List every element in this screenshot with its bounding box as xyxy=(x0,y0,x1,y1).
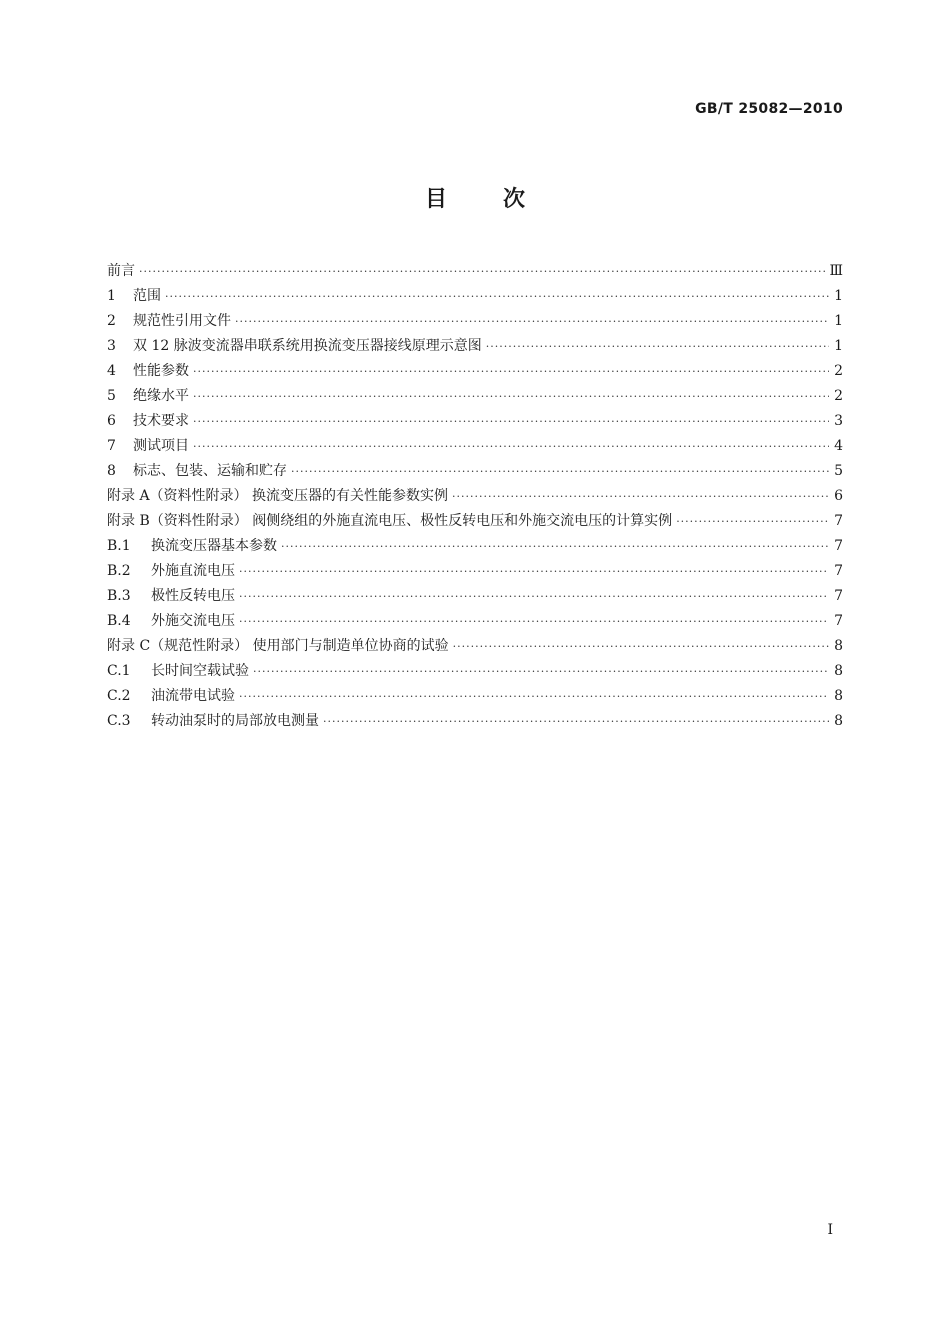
toc-leader-dots xyxy=(239,559,829,584)
toc-leader-dots xyxy=(239,609,829,634)
title-char-2: 次 xyxy=(503,187,526,212)
toc-entry-page: 7 xyxy=(834,538,843,554)
toc-entry[interactable] xyxy=(107,634,843,659)
toc-entry-number: B.1 xyxy=(107,538,131,554)
toc-leader-dots xyxy=(323,709,829,734)
toc-entry-label xyxy=(107,284,161,309)
toc-entry-page: 7 xyxy=(834,563,843,579)
toc-entry[interactable] xyxy=(107,584,843,609)
toc-entry[interactable] xyxy=(107,434,843,459)
toc-entry-title: 标志、包装、运输和贮存 xyxy=(133,463,287,479)
toc-entry-title: 规范性引用文件 xyxy=(133,313,231,329)
toc-entry[interactable] xyxy=(107,334,843,359)
toc-entry-number: B.2 xyxy=(107,563,131,579)
toc-entry-title: 外施直流电压 xyxy=(151,563,235,579)
toc-entry-title: 附录 A（资料性附录） 换流变压器的有关性能参数实例 xyxy=(107,488,449,504)
toc-leader-dots xyxy=(281,534,829,559)
toc-entry-page: 1 xyxy=(834,288,843,304)
toc-entry-label xyxy=(107,259,135,284)
toc-entry[interactable] xyxy=(107,684,843,709)
toc-entry-label xyxy=(107,634,449,659)
toc-entry-title: 附录 B（资料性附录） 阀侧绕组的外施直流电压、极性反转电压和外施交流电压的计算实例 xyxy=(107,513,673,529)
toc-entry-page: 8 xyxy=(834,688,843,704)
toc-leader-dots xyxy=(193,359,829,384)
toc-entry-title: 油流带电试验 xyxy=(151,688,235,704)
toc-entry[interactable] xyxy=(107,384,843,409)
toc-entry-label xyxy=(107,334,482,359)
toc-leader-dots xyxy=(239,584,829,609)
toc-entry-page: 6 xyxy=(834,488,843,504)
toc-leader-dots xyxy=(486,334,829,359)
toc-entry-label xyxy=(107,384,189,409)
toc-entry-label xyxy=(107,609,235,634)
toc-leader-dots xyxy=(193,384,829,409)
toc-entry-page: 7 xyxy=(834,588,843,604)
standard-code: GB/T 25082—2010 xyxy=(695,101,843,117)
toc-entry-page: 7 xyxy=(834,513,843,529)
toc-entry-label xyxy=(107,684,235,709)
toc-entry-number: C.2 xyxy=(107,688,131,704)
toc-entry-label xyxy=(107,559,235,584)
toc-entry-label xyxy=(107,409,189,434)
toc-entry-page: 3 xyxy=(834,413,843,429)
toc-entry[interactable] xyxy=(107,709,843,734)
toc-entry[interactable] xyxy=(107,559,843,584)
toc-entry-page: 4 xyxy=(834,438,843,454)
toc-entry-page: 1 xyxy=(834,313,843,329)
toc-leader-dots xyxy=(165,284,829,309)
toc-entry-number: 6 xyxy=(107,413,116,429)
toc-entry[interactable] xyxy=(107,459,843,484)
page-folio: I xyxy=(827,1222,833,1238)
toc-entry-page: 5 xyxy=(834,463,843,479)
toc-entry-page: 8 xyxy=(834,638,843,654)
toc-entry[interactable] xyxy=(107,409,843,434)
toc-entry-label xyxy=(107,534,277,559)
toc-entry-page: 1 xyxy=(834,338,843,354)
toc-entry-title: 技术要求 xyxy=(133,413,189,429)
toc-entry[interactable] xyxy=(107,534,843,559)
toc-entry[interactable] xyxy=(107,284,843,309)
toc-entry-number: B.3 xyxy=(107,588,131,604)
toc-entry-title: 测试项目 xyxy=(133,438,189,454)
toc-entry-number: C.3 xyxy=(107,713,131,729)
toc-entry[interactable] xyxy=(107,359,843,384)
toc-entry-title: 外施交流电压 xyxy=(151,613,235,629)
toc-entry[interactable] xyxy=(107,309,843,334)
toc-entry-page: 2 xyxy=(834,363,843,379)
toc-entry-page: 8 xyxy=(834,663,843,679)
toc-entry-label xyxy=(107,509,672,534)
toc-entry[interactable] xyxy=(107,609,843,634)
toc-entry[interactable] xyxy=(107,484,843,509)
toc-leader-dots xyxy=(139,259,825,284)
toc-entry-label xyxy=(107,459,287,484)
toc-leader-dots xyxy=(676,509,829,534)
toc-entry-title: 绝缘水平 xyxy=(133,388,189,404)
toc-leader-dots xyxy=(235,309,829,334)
toc-entry-title: 长时间空载试验 xyxy=(151,663,249,679)
toc-entry-number: 1 xyxy=(107,288,116,304)
toc-leader-dots xyxy=(452,484,829,509)
toc-entry-page: Ⅲ xyxy=(829,263,843,279)
toc-leader-dots xyxy=(193,409,829,434)
table-of-contents xyxy=(107,259,843,734)
toc-entry-number: C.1 xyxy=(107,663,131,679)
toc-leader-dots xyxy=(291,459,829,484)
page-title xyxy=(0,182,950,213)
toc-entry-title: 双 12 脉波变流器串联系统用换流变压器接线原理示意图 xyxy=(133,338,482,354)
toc-entry-label xyxy=(107,309,231,334)
toc-entry-label xyxy=(107,659,249,684)
toc-entry-number: 8 xyxy=(107,463,116,479)
title-char-1: 目 xyxy=(424,187,447,212)
toc-entry-page: 7 xyxy=(834,613,843,629)
toc-entry-number: 3 xyxy=(107,338,116,354)
toc-entry-number: 7 xyxy=(107,438,116,454)
toc-leader-dots xyxy=(239,684,829,709)
toc-entry-number: 2 xyxy=(107,313,116,329)
toc-entry-title: 附录 C（规范性附录） 使用部门与制造单位协商的试验 xyxy=(107,638,449,654)
toc-leader-dots xyxy=(253,659,829,684)
toc-entry-title: 性能参数 xyxy=(133,363,189,379)
toc-entry[interactable] xyxy=(107,659,843,684)
toc-entry-label xyxy=(107,484,448,509)
toc-entry-number: B.4 xyxy=(107,613,131,629)
toc-entry[interactable] xyxy=(107,259,843,284)
toc-entry-label xyxy=(107,359,189,384)
toc-entry-label xyxy=(107,584,235,609)
toc-entry-label xyxy=(107,434,189,459)
toc-entry[interactable] xyxy=(107,509,843,534)
toc-entry-page: 8 xyxy=(834,713,843,729)
toc-entry-page: 2 xyxy=(834,388,843,404)
toc-entry-title: 极性反转电压 xyxy=(151,588,235,604)
toc-leader-dots xyxy=(453,634,829,659)
toc-entry-number: 4 xyxy=(107,363,116,379)
toc-entry-title: 转动油泵时的局部放电测量 xyxy=(151,713,319,729)
toc-entry-title: 前言 xyxy=(107,263,135,279)
toc-entry-label xyxy=(107,709,319,734)
toc-leader-dots xyxy=(193,434,829,459)
toc-entry-title: 换流变压器基本参数 xyxy=(151,538,277,554)
toc-entry-number: 5 xyxy=(107,388,116,404)
toc-entry-title: 范围 xyxy=(133,288,161,304)
